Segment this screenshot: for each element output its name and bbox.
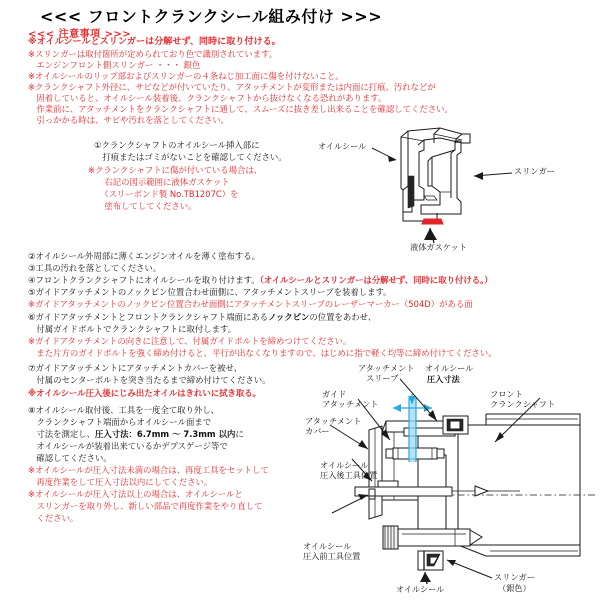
oil-seal-slinger-installed	[418, 551, 443, 570]
step6-note2: また片方のガイドボルトを強く締め付けると、平行が出なくなりますので、はじめに指で軽く均等に締め付けてください。	[28, 348, 497, 358]
label-front-crankshaft-line1: フロント	[490, 389, 523, 399]
leader-lines-top	[372, 148, 512, 243]
step1-line2: 打痕またはゴミがないことを確認してください。	[94, 152, 287, 162]
label-attachment-cover-line2: カバー	[305, 426, 330, 436]
step8-text-b: に	[235, 429, 244, 439]
step7-note: ※オイルシール圧入後にじみ出たオイルはきれいに拭き取る。	[28, 388, 262, 398]
step1-note1: ※クランクシャフトに傷が付いている場合は、	[88, 165, 263, 175]
slinger-part	[421, 141, 461, 214]
step8-note2-line1: ※オイルシールが圧入寸法以上の場合は、オイルシールと	[28, 489, 243, 499]
label-oil-seal-top: オイルシール	[318, 141, 367, 151]
step1-line1: ①クランクシャフトのオイルシール挿入部に	[94, 140, 260, 150]
step1-note2: 右記の図示範囲に液体ガスケット	[96, 177, 230, 187]
label-slinger-bottom-line1: スリンガー	[494, 572, 535, 582]
caution-line-6: 固着していると、オイルシール装着後、クランクシャフトから抜けなくなる恐れがあります。	[28, 93, 387, 103]
step8-note2-line2: スリンガーを取り外し、新しい部品で再度作業をやり直して	[28, 501, 263, 511]
step1-note4: 塗布してしてください。	[96, 201, 197, 211]
step5: ⑤ガイドアタッチメントのノックピン位置合わせ面側に、アタッチメントスリーブを装着します。	[28, 287, 392, 297]
label-tool-before-line1: オイルシール	[303, 541, 352, 551]
caution-line-3: エンジンフロント側スリンガー ・・・ 銀色	[28, 60, 201, 70]
step8-line4: オイルシールが装着出来ているかデプスゲージ等で	[28, 441, 228, 451]
step3: ③工具の汚れを落としてください。	[28, 263, 162, 273]
step6-text-a: ⑥ガイドアタッチメントとフロントクランクシャフト端面にある	[28, 312, 269, 322]
liquid-gasket-mark	[422, 219, 443, 224]
step6-note1: ※ガイドアタッチメントの向きに注意して、付属ガイドボルトを締めつけてください。	[28, 336, 352, 346]
label-tool-before-line2: 圧入前工具位置	[303, 551, 361, 561]
label-oil-seal-bottom: オイルシール	[396, 584, 445, 594]
caution-line-2: ※スリンガーは取付箇所が定められており色で識別されています。	[28, 49, 278, 59]
label-front-crankshaft-line2: クランクシャフト	[490, 399, 556, 409]
label-slinger-top: スリンガー	[514, 166, 555, 176]
caution-line-5: ※クランクシャフト外径に、サビなどが付いていたり、アタッチメントが変形または内面に打痕、汚れなどが	[28, 82, 436, 92]
label-slinger-bottom-line2: （銀色）	[498, 583, 531, 593]
caution-line-4: ※オイルシールのリップ部およびスリンガーの４条ねじ加工面に傷を付けないこと。	[28, 71, 344, 81]
step4-text: ④フロントクランクシャフトにオイルシールを取り付けます。	[28, 275, 260, 285]
step4-emphasis: （オイルシールとスリンガーは分解せず、同時に取り付ける。）	[259, 275, 493, 285]
caution-line-1: ※オイルシールとスリンガーは分解せず、同時に取り付ける。	[28, 37, 281, 47]
step8-line2: クランクシャフト端面からオイルシール面まで	[28, 417, 212, 427]
step8-note1-line1: ※オイルシールが圧入寸法未満の場合は、再度工具をセットして	[28, 465, 269, 475]
step8-line1: ⑧オイルシール取付後、工具を一度全て取り外し、	[28, 405, 219, 415]
step7-line1: ⑦ガイドアタッチメントにアタッチメントカバーを被せ、	[28, 363, 243, 373]
lower-bolt-assembly	[383, 526, 482, 549]
step5-note: ※ガイドアタッチメントのノックピン位置合わせ面側にアタッチメントスリーブのレーザーマーカー（504D）がある面	[28, 299, 473, 309]
step8-line5: 確認してください。	[28, 453, 112, 463]
step2: ②オイルシール外周部に薄くエンジンオイルを薄く塗布する。	[28, 251, 260, 261]
step6-emphasis: ノックピン	[268, 312, 310, 322]
label-tool-after-line1: オイルシール	[320, 460, 369, 470]
press-fit-dimension: 圧入寸法：6.7mm ～ 7.3mm 以内	[95, 429, 236, 439]
label-oil-seal-dimension-line2: 圧入寸法	[427, 374, 460, 384]
notice-heading: <<< 注意事項 >>>	[28, 29, 132, 40]
step8-note1-line2: 再度作業をして圧入寸法以内にしてください。	[28, 477, 213, 487]
step8-text-a: 寸法を測定し、	[28, 429, 95, 439]
step6-line2: 付属ガイドボルトでクランクシャフトに取付します。	[28, 324, 237, 334]
knock-pin-detail	[443, 416, 468, 434]
step7-line2: 付属のセンターボルトを突き当たるまで締め付けてください。	[28, 375, 271, 385]
step8-note2-line3: ください。	[28, 513, 79, 523]
label-tool-after-line2: 圧入後工具位置	[320, 470, 378, 480]
label-attachment-sleeve-line1: アタッチメント	[358, 363, 415, 373]
caution-line-8: 引っかかる時は、サビや汚れを落としてください。	[28, 115, 229, 125]
label-liquid-gasket: 液体ガスケット	[410, 242, 467, 252]
label-attachment-sleeve-line2: スリーブ	[366, 373, 399, 383]
label-guide-attachment-line2: アタッチメント	[322, 399, 379, 409]
step1-note3: （スリーボンド製 No.TB1207C）を	[96, 189, 239, 199]
label-attachment-cover-line1: アタッチメント	[305, 416, 362, 426]
caution-line-7: 作業前に、アタッチメントをクランクシャフトに通して、スムーズに抜き差し出来ることを確認してください。	[28, 104, 453, 114]
oil-seal-lip	[408, 176, 414, 208]
label-guide-attachment-line1: ガイド	[322, 389, 347, 399]
page-title: <<< フロントクランクシール組み付け >>>	[40, 7, 383, 26]
step6-text-b: の位置をあわせ、	[309, 312, 377, 322]
label-oil-seal-dimension-line1: オイルシール	[425, 363, 474, 373]
